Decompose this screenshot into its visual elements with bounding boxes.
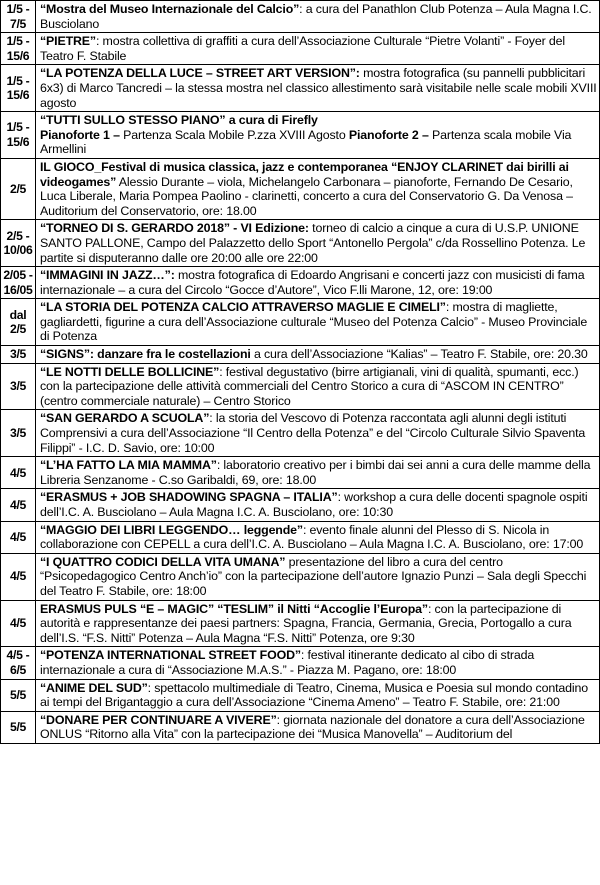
event-text: Partenza scala mobile Via Armellini bbox=[40, 127, 572, 157]
event-date: 4/5 bbox=[1, 457, 36, 489]
event-subtitle: Pianoforte 2 – bbox=[348, 127, 429, 142]
event-description bbox=[36, 65, 600, 112]
event-description bbox=[36, 267, 600, 299]
event-date: 2/5 - 10/06 bbox=[1, 220, 36, 267]
event-text: : evento finale alunni del Plesso di S. Nicola in collaborazione con CEPELL a cura dell’I.C. A. Busciolano – Aula Magna I.C. A. Busciolano, ore: 17:00 bbox=[40, 522, 584, 552]
event-description bbox=[36, 410, 600, 457]
event-description bbox=[36, 711, 600, 743]
event-text: : mostra di magliette, gagliardetti, figurine a cura dell’Associazione culturale “Museo del Potenza Calcio” - Museo Provinciale di Potenza bbox=[40, 300, 588, 344]
table-row bbox=[1, 220, 600, 267]
event-date: 4/5 bbox=[1, 600, 36, 647]
event-text: : la storia del Vescovo di Potenza raccontata agli alunni degli istituti Comprensivi a cura dell’Associazione “Il Centro della Potenza” e del “Circolo Culturale Silvio Spaventa Filippi” - I.C. D. Savio, ore: 10:00 bbox=[40, 411, 586, 455]
event-title: “PIETRE” bbox=[40, 34, 96, 49]
event-title: IL GIOCO_Festival di musica classica, jazz e contemporanea “ENJOY CLARINET dai birilli ai videogames” bbox=[40, 159, 569, 189]
event-title: “I QUATTRO CODICI DELLA VITA UMANA” bbox=[40, 554, 286, 569]
event-date: 3/5 bbox=[1, 346, 36, 364]
table-row bbox=[1, 33, 600, 65]
event-text: : giornata nazionale del donatore a cura dell’Associazione ONLUS “Ritorno alla Vita” con la partecipazione dei “Musica Manovella” – Auditorium del bbox=[40, 712, 585, 742]
event-date: 3/5 bbox=[1, 410, 36, 457]
table-row bbox=[1, 457, 600, 489]
event-title: “MAGGIO DEI LIBRI LEGGENDO… leggende” bbox=[40, 522, 303, 537]
event-text: presentazione del libro a cura del centro “Psicopedagogico Centro Anch’io” con la partecipazione dell’autore Ignazio Punzi – Sala degli Specchi del Teatro F. Stabile, ore: 18:00 bbox=[40, 554, 587, 598]
table-row bbox=[1, 711, 600, 743]
event-text: Alessio Durante – viola, Michelangelo Carbonara – pianoforte, Fernando De Cesario, Luca Liberale, Maria Pompea Paolino - clarinetti, concerto a cura del Conservatorio G. Da Venosa – Auditorium del Conservatorio, ore: 18.00 bbox=[40, 174, 573, 218]
table-row bbox=[1, 158, 600, 219]
event-date: 1/5 - 15/6 bbox=[1, 65, 36, 112]
event-title: “ERASMUS + JOB SHADOWING SPAGNA – ITALIA” bbox=[40, 490, 338, 505]
event-date: 1/5 - 15/6 bbox=[1, 33, 36, 65]
event-description bbox=[36, 33, 600, 65]
event-description bbox=[36, 112, 600, 159]
event-title: “SIGNS”: danzare fra le costellazioni bbox=[40, 347, 251, 362]
event-title: “TUTTI SULLO STESSO PIANO” a cura di Firefly bbox=[40, 113, 318, 128]
event-date: 4/5 - 6/5 bbox=[1, 647, 36, 679]
event-text: : festival itinerante dedicato al cibo di strada internazionale a cura di “Associazione M.A.S.” - Piazza M. Pagano, ore: 18:00 bbox=[40, 648, 535, 677]
event-text: : con la partecipazione di autorità e rappresentanze dei paesi partners: Spagna, Francia, Germania, Grecia, Portogallo a cura dell’I.S. “F.S. Nitti” Potenza – Aula Magna “F.S. Nitti” Potenza, ore 9:30 bbox=[40, 601, 572, 645]
table-row bbox=[1, 267, 600, 299]
event-text: a cura dell’Associazione “Kalias” – Teatro F. Stabile, ore: 20.30 bbox=[250, 347, 588, 362]
event-title: “SAN GERARDO A SCUOLA” bbox=[40, 411, 210, 426]
event-date: 1/5 - 7/5 bbox=[1, 1, 36, 33]
table-row bbox=[1, 647, 600, 679]
event-description bbox=[36, 647, 600, 679]
event-description bbox=[36, 489, 600, 521]
table-row bbox=[1, 346, 600, 364]
event-text: : festival degustativo (birre artigianali, vini di qualità, spumanti, ecc.) con la partecipazione delle attività commerciali del Centro Storico a cura di “ASCOM IN CENTRO” (centro commerciale naturale) – Centro Storico bbox=[40, 364, 579, 408]
table-row bbox=[1, 1, 600, 33]
event-title: “DONARE PER CONTINUARE A VIVERE” bbox=[40, 712, 277, 727]
table-row bbox=[1, 489, 600, 521]
event-date: 5/5 bbox=[1, 711, 36, 743]
table-row bbox=[1, 112, 600, 159]
event-date: 1/5 - 15/6 bbox=[1, 112, 36, 159]
event-title: “TORNEO DI S. GERARDO 2018” - VI Edizione: bbox=[40, 221, 309, 236]
event-title: “LE NOTTI DELLE BOLLICINE” bbox=[40, 364, 220, 379]
event-description bbox=[36, 363, 600, 410]
table-row bbox=[1, 299, 600, 346]
event-title: “IMMAGINI IN JAZZ…”: bbox=[40, 268, 175, 283]
event-text: mostra fotografica (su pannelli pubblicitari 6x3) di Marco Tancredi – la stessa mostra nel classico allestimento sarà visitabile nelle scale mobili XVIII agosto bbox=[40, 66, 597, 110]
event-title: “L’HA FATTO LA MIA MAMMA” bbox=[40, 458, 217, 473]
event-date: 3/5 bbox=[1, 363, 36, 410]
event-description bbox=[36, 220, 600, 267]
event-title: “ANIME DEL SUD” bbox=[40, 680, 148, 695]
event-date: 2/5 bbox=[1, 158, 36, 219]
event-title: “POTENZA INTERNATIONAL STREET FOOD” bbox=[40, 648, 301, 663]
table-row bbox=[1, 600, 600, 647]
event-description bbox=[36, 1, 600, 33]
event-description bbox=[36, 553, 600, 600]
event-text: : spettacolo multimediale di Teatro, Cinema, Musica e Poesia sul mondo contadino ai tempi del Brigantaggio a cura dell’Associazione “Cinema Ameno” – Teatro F. Stabile, ore: 21:00 bbox=[40, 680, 588, 710]
event-description bbox=[36, 346, 600, 364]
event-date: 4/5 bbox=[1, 489, 36, 521]
event-title: ERASMUS PULS “E – MAGIC” “TESLIM” il Nitti “Accoglie l’Europa” bbox=[40, 601, 428, 616]
event-description bbox=[36, 521, 600, 553]
table-row bbox=[1, 410, 600, 457]
event-date: 5/5 bbox=[1, 679, 36, 711]
event-text: : workshop a cura delle docenti spagnole ospiti dell’I.C. A. Busciolano – Aula Magna I.C. A. Busciolano, ore: 10:30 bbox=[40, 490, 588, 519]
table-row bbox=[1, 679, 600, 711]
event-date: 4/5 bbox=[1, 521, 36, 553]
event-description bbox=[36, 457, 600, 489]
event-text: Partenza Scala Mobile P.zza XVIII Agosto bbox=[119, 127, 349, 142]
event-text: : laboratorio creativo per i bimbi dai sei anni a cura delle mamme della Libreria Senzanome - C.so Garibaldi, 69, ore: 18.00 bbox=[40, 458, 591, 487]
table-row bbox=[1, 553, 600, 600]
event-text: mostra fotografica di Edoardo Angrisani e concerti jazz con musicisti di fama internazionale – a cura del Circolo “Gocce d’Autore”, Vico F.lli Marone, 12, ore: 19:00 bbox=[40, 268, 585, 297]
event-text: torneo di calcio a cinque a cura di U.S.P. UNIONE SANTO PALLONE, Campo del Palazzetto dello Sport “Antonello Pergola” c/da Rossellino Potenza. Le partite si disputeranno dalle ore 20:00 alle ore 22:00 bbox=[40, 221, 586, 265]
event-date: 4/5 bbox=[1, 553, 36, 600]
event-text: : mostra collettiva di graffiti a cura dell’Associazione Culturale “Pietre Volanti” - Foyer del Teatro F. Stabile bbox=[40, 34, 565, 63]
event-date: dal 2/5 bbox=[1, 299, 36, 346]
event-text: : a cura del Panathlon Club Potenza – Aula Magna I.C. Busciolano bbox=[40, 2, 592, 31]
event-title: “LA POTENZA DELLA LUCE – STREET ART VERSION”: bbox=[40, 66, 360, 81]
event-rows bbox=[1, 1, 600, 744]
event-date: 2/05 - 16/05 bbox=[1, 267, 36, 299]
event-description bbox=[36, 600, 600, 647]
table-row bbox=[1, 65, 600, 112]
event-description bbox=[36, 158, 600, 219]
table-row bbox=[1, 363, 600, 410]
event-title: “Mostra del Museo Internazionale del Calcio” bbox=[40, 2, 300, 16]
event-description bbox=[36, 299, 600, 346]
event-description bbox=[36, 679, 600, 711]
event-title: “LA STORIA DEL POTENZA CALCIO ATTRAVERSO MAGLIE E CIMELI” bbox=[40, 300, 446, 315]
event-subtitle: Pianoforte 1 – bbox=[40, 127, 120, 142]
table-row bbox=[1, 521, 600, 553]
